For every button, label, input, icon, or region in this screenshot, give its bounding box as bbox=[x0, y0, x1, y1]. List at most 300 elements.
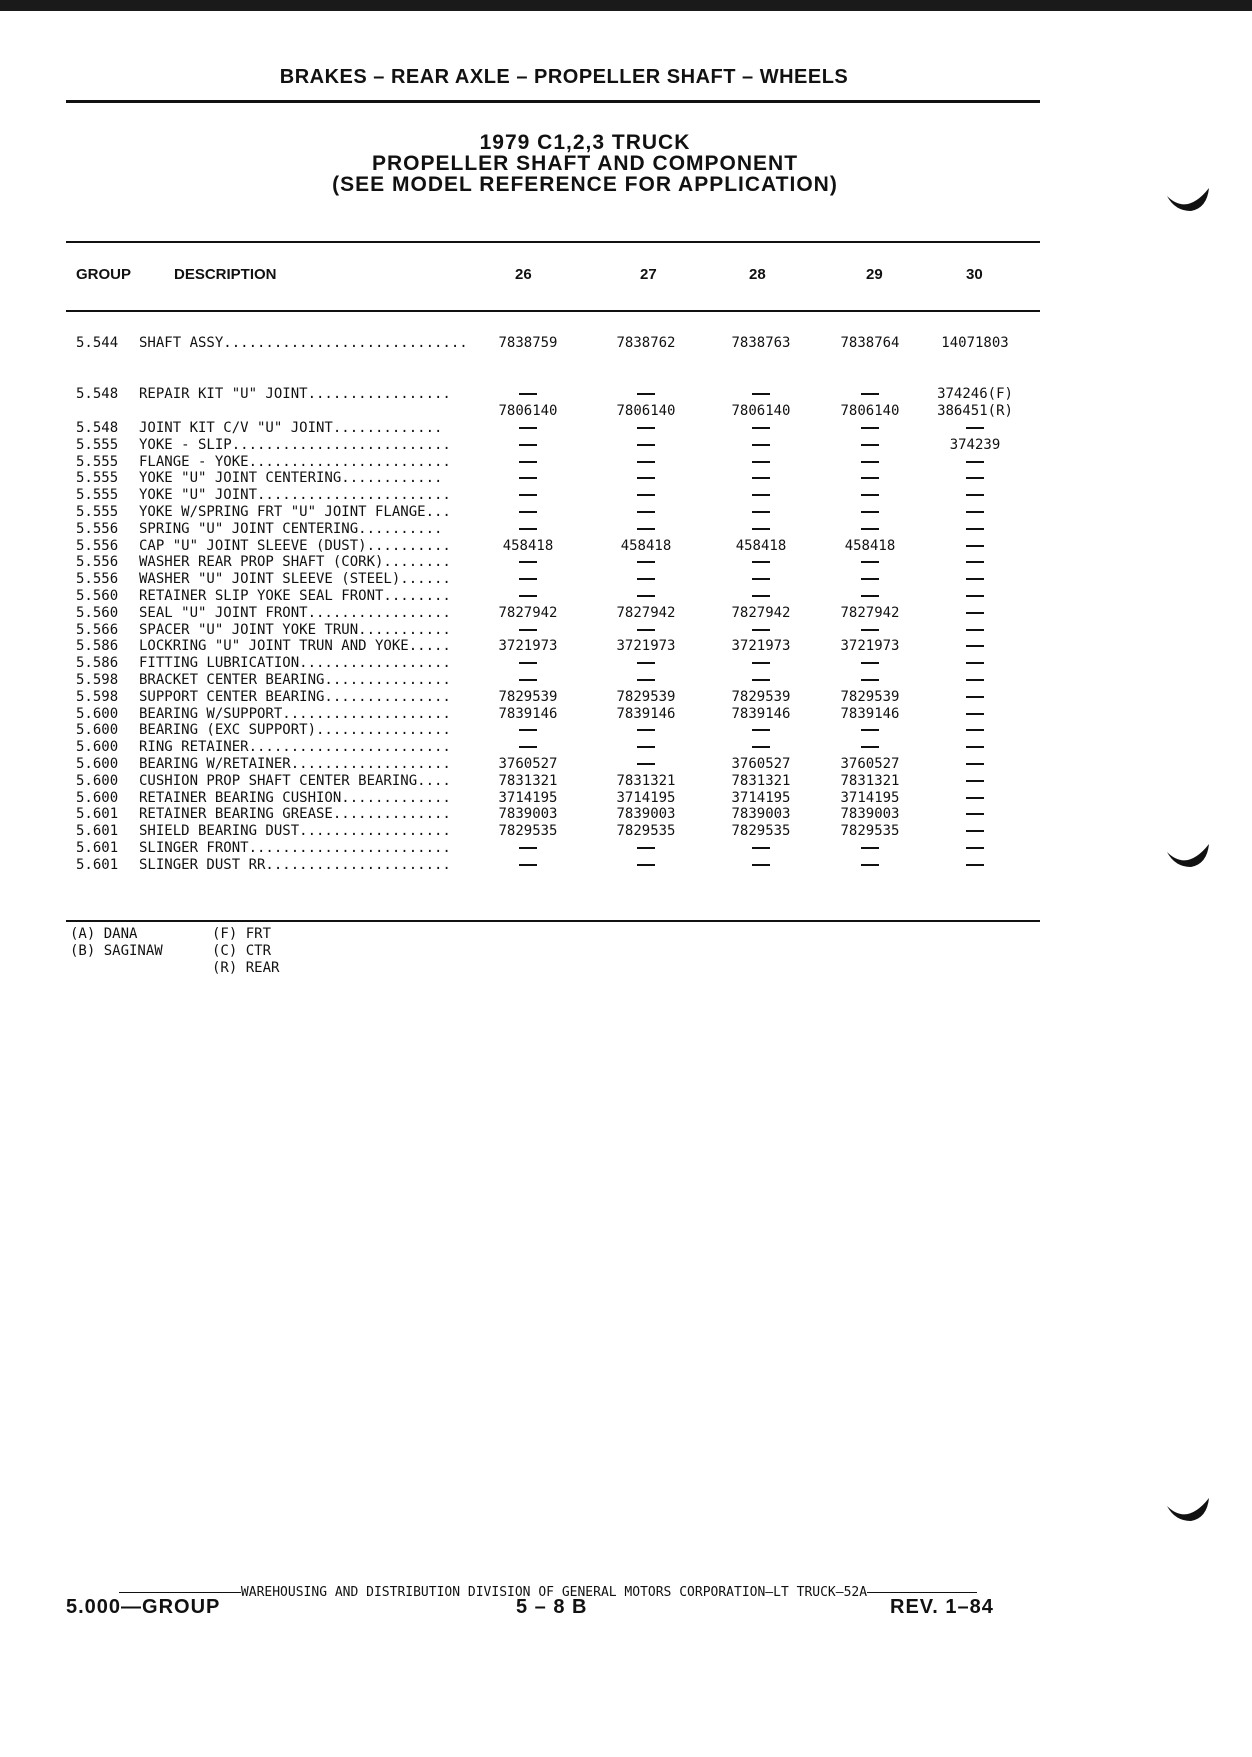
not-applicable-dash bbox=[701, 454, 821, 471]
not-applicable-dash bbox=[810, 437, 930, 454]
not-applicable-dash bbox=[468, 437, 588, 454]
not-applicable-dash bbox=[810, 487, 930, 504]
not-applicable-dash bbox=[586, 521, 706, 538]
dash-mark bbox=[519, 461, 537, 463]
dash-mark bbox=[637, 477, 655, 479]
group-cell: 5.555 bbox=[76, 453, 119, 470]
part-number-cell: 7829535 bbox=[498, 823, 558, 840]
not-applicable-dash bbox=[701, 840, 821, 857]
dash-mark bbox=[637, 578, 655, 580]
col-description-header: DESCRIPTION bbox=[174, 266, 277, 283]
dash-mark bbox=[519, 444, 537, 446]
not-applicable-dash bbox=[915, 504, 1035, 521]
note-frt: (F) FRT bbox=[212, 926, 272, 942]
not-applicable-dash bbox=[701, 487, 821, 504]
description-cell: BEARING W/RETAINER................... bbox=[139, 756, 451, 772]
table-bottom-rule bbox=[66, 920, 1040, 922]
table-row bbox=[0, 521, 1252, 538]
dash-mark bbox=[637, 461, 655, 463]
dash-mark bbox=[752, 629, 770, 631]
not-applicable-dash bbox=[810, 454, 930, 471]
dash-mark bbox=[861, 528, 879, 530]
table-row bbox=[0, 487, 1252, 504]
not-applicable-dash bbox=[468, 722, 588, 739]
group-cell: 5.598 bbox=[76, 672, 119, 688]
dash-mark bbox=[637, 629, 655, 631]
not-applicable-dash bbox=[915, 655, 1035, 672]
part-number-cell: 7829539 bbox=[731, 688, 791, 705]
binder-hole-icon bbox=[1165, 1496, 1211, 1522]
not-applicable-dash bbox=[915, 470, 1035, 487]
not-applicable-dash bbox=[468, 840, 588, 857]
description-cell: SUPPORT CENTER BEARING............... bbox=[139, 688, 451, 705]
dash-mark bbox=[637, 393, 655, 395]
dash-mark bbox=[752, 746, 770, 748]
not-applicable-dash bbox=[810, 722, 930, 739]
not-applicable-dash bbox=[586, 722, 706, 739]
description-cell: YOKE "U" JOINT....................... bbox=[139, 487, 451, 504]
not-applicable-dash bbox=[810, 672, 930, 689]
dash-mark bbox=[637, 595, 655, 597]
not-applicable-dash bbox=[468, 672, 588, 689]
dash-mark bbox=[966, 729, 984, 731]
table-row bbox=[0, 571, 1252, 588]
dash-mark bbox=[966, 629, 984, 631]
part-number-cell: 3714195 bbox=[840, 789, 900, 806]
group-cell: 5.601 bbox=[76, 840, 119, 856]
table-row bbox=[0, 454, 1252, 471]
not-applicable-dash bbox=[586, 487, 706, 504]
dash-mark bbox=[752, 427, 770, 429]
part-number-cell: 3714195 bbox=[498, 789, 558, 806]
description-cell: CUSHION PROP SHAFT CENTER BEARING.... bbox=[139, 772, 451, 789]
part-number-cell: 7838759 bbox=[498, 335, 558, 351]
part-number-cell: 3760527 bbox=[498, 756, 558, 772]
description-cell: YOKE - SLIP.......................... bbox=[139, 436, 451, 453]
not-applicable-dash bbox=[468, 470, 588, 487]
dash-mark bbox=[637, 662, 655, 664]
not-applicable-dash bbox=[701, 386, 821, 403]
not-applicable-dash bbox=[701, 437, 821, 454]
description-cell: LOCKRING "U" JOINT TRUN AND YOKE..... bbox=[139, 638, 451, 655]
dash-mark bbox=[966, 797, 984, 799]
dash-mark bbox=[966, 847, 984, 849]
group-cell: 5.586 bbox=[76, 638, 119, 655]
group-cell: 5.600 bbox=[76, 756, 119, 772]
title-line-2: PROPELLER SHAFT AND COMPONENT bbox=[371, 152, 799, 175]
description-cell: BEARING (EXC SUPPORT)................ bbox=[139, 722, 451, 739]
part-number-cell: 7831321 bbox=[498, 772, 558, 789]
dash-mark bbox=[966, 511, 984, 513]
description-cell: RETAINER SLIP YOKE SEAL FRONT........ bbox=[139, 588, 451, 604]
dash-mark bbox=[966, 746, 984, 748]
dash-mark bbox=[966, 679, 984, 681]
dash-mark bbox=[752, 679, 770, 681]
dash-mark bbox=[519, 847, 537, 849]
dash-mark bbox=[637, 511, 655, 513]
part-number-cell: 7831321 bbox=[616, 772, 676, 789]
group-cell: 5.560 bbox=[76, 604, 119, 621]
part-number-cell: 7838764 bbox=[840, 335, 900, 351]
part-number-cell: 3714195 bbox=[616, 789, 676, 806]
dash-mark bbox=[966, 595, 984, 597]
dash-mark bbox=[966, 545, 984, 547]
not-applicable-dash bbox=[810, 521, 930, 538]
dash-mark bbox=[752, 662, 770, 664]
dash-mark bbox=[966, 713, 984, 715]
not-applicable-dash bbox=[468, 521, 588, 538]
dash-mark bbox=[637, 864, 655, 866]
part-number-cell: 3760527 bbox=[840, 756, 900, 772]
not-applicable-dash bbox=[810, 386, 930, 403]
dash-mark bbox=[519, 528, 537, 530]
dash-mark bbox=[861, 864, 879, 866]
not-applicable-dash bbox=[701, 470, 821, 487]
note-ctr: (C) CTR bbox=[212, 943, 272, 959]
description-cell: REPAIR KIT "U" JOINT................. bbox=[139, 386, 451, 402]
table-row bbox=[0, 420, 1252, 437]
part-number-cell: 458418 bbox=[844, 537, 896, 554]
table-row bbox=[0, 840, 1252, 857]
title-line-1: 1979 C1,2,3 TRUCK bbox=[479, 131, 691, 154]
part-number-cell: 7829535 bbox=[731, 823, 791, 840]
not-applicable-dash bbox=[468, 504, 588, 521]
part-number-cell: 7827942 bbox=[840, 604, 900, 621]
note-rear: (R) REAR bbox=[212, 960, 280, 976]
table-row bbox=[0, 857, 1252, 874]
group-cell: 5.555 bbox=[76, 436, 119, 453]
group-cell: 5.555 bbox=[76, 470, 119, 487]
group-cell: 5.556 bbox=[76, 571, 119, 588]
dash-mark bbox=[861, 427, 879, 429]
not-applicable-dash bbox=[701, 739, 821, 756]
dash-mark bbox=[861, 511, 879, 513]
not-applicable-dash bbox=[810, 655, 930, 672]
dash-mark bbox=[752, 393, 770, 395]
group-cell: 5.555 bbox=[76, 487, 119, 504]
dash-mark bbox=[519, 595, 537, 597]
title-line-3: (SEE MODEL REFERENCE FOR APPLICATION) bbox=[332, 173, 838, 196]
not-applicable-dash bbox=[810, 571, 930, 588]
dash-mark bbox=[966, 578, 984, 580]
not-applicable-dash bbox=[586, 857, 706, 874]
not-applicable-dash bbox=[810, 470, 930, 487]
dash-mark bbox=[861, 561, 879, 563]
group-cell: 5.600 bbox=[76, 722, 119, 739]
not-applicable-dash bbox=[915, 823, 1035, 840]
group-cell: 5.556 bbox=[76, 554, 119, 571]
not-applicable-dash bbox=[915, 605, 1035, 622]
not-applicable-dash bbox=[915, 454, 1035, 471]
part-number-cell: 7827942 bbox=[498, 604, 558, 621]
footer-page-number: 5 – 8 B bbox=[516, 1596, 588, 1618]
part-number-cell: 7829535 bbox=[840, 823, 900, 840]
dash-mark bbox=[861, 578, 879, 580]
dash-mark bbox=[752, 461, 770, 463]
not-applicable-dash bbox=[586, 554, 706, 571]
part-number-cell: 386451(R) bbox=[937, 403, 1013, 419]
dash-mark bbox=[861, 477, 879, 479]
table-row bbox=[0, 722, 1252, 739]
table-row bbox=[0, 538, 1252, 555]
group-cell: 5.548 bbox=[76, 420, 119, 436]
not-applicable-dash bbox=[701, 672, 821, 689]
dash-mark bbox=[637, 679, 655, 681]
part-number-cell: 7838762 bbox=[616, 335, 676, 351]
dash-mark bbox=[519, 494, 537, 496]
group-cell: 5.600 bbox=[76, 772, 119, 789]
dash-mark bbox=[966, 561, 984, 563]
dash-mark bbox=[637, 746, 655, 748]
part-number-cell: 3760527 bbox=[731, 756, 791, 772]
part-number-cell: 7827942 bbox=[731, 604, 791, 621]
header-bottom-rule bbox=[66, 310, 1040, 312]
description-cell: CAP "U" JOINT SLEEVE (DUST).......... bbox=[139, 537, 451, 554]
not-applicable-dash bbox=[915, 773, 1035, 790]
dash-mark bbox=[519, 629, 537, 631]
part-number-cell: 7829539 bbox=[840, 688, 900, 705]
not-applicable-dash bbox=[468, 554, 588, 571]
description-cell: SPRING "U" JOINT CENTERING.......... bbox=[139, 520, 443, 537]
binder-hole-icon bbox=[1165, 186, 1211, 212]
header-rule bbox=[66, 100, 1040, 103]
not-applicable-dash bbox=[915, 420, 1035, 437]
not-applicable-dash bbox=[468, 857, 588, 874]
dash-mark bbox=[519, 578, 537, 580]
not-applicable-dash bbox=[586, 386, 706, 403]
dash-mark bbox=[966, 461, 984, 463]
dash-mark bbox=[966, 427, 984, 429]
not-applicable-dash bbox=[915, 571, 1035, 588]
part-number-cell: 458418 bbox=[620, 537, 672, 554]
part-number-cell: 7839003 bbox=[731, 806, 791, 823]
part-number-cell: 7806140 bbox=[498, 403, 558, 419]
dash-mark bbox=[637, 444, 655, 446]
dash-mark bbox=[752, 528, 770, 530]
dash-mark bbox=[752, 444, 770, 446]
dash-mark bbox=[519, 662, 537, 664]
part-number-cell: 3721973 bbox=[498, 638, 558, 655]
description-cell: BEARING W/SUPPORT.................... bbox=[139, 705, 451, 722]
not-applicable-dash bbox=[586, 739, 706, 756]
scan-top-border bbox=[0, 0, 1252, 11]
description-cell: YOKE "U" JOINT CENTERING............ bbox=[139, 470, 443, 487]
description-cell: BRACKET CENTER BEARING............... bbox=[139, 672, 451, 688]
description-cell: FLANGE - YOKE........................ bbox=[139, 453, 451, 470]
not-applicable-dash bbox=[701, 504, 821, 521]
table-row bbox=[0, 335, 1252, 352]
footer-group: 5.000—GROUP bbox=[66, 1596, 221, 1618]
dash-mark bbox=[966, 763, 984, 765]
col-28-header: 28 bbox=[749, 266, 766, 283]
not-applicable-dash bbox=[915, 840, 1035, 857]
page-title bbox=[0, 132, 1170, 195]
dash-mark bbox=[861, 746, 879, 748]
dash-mark bbox=[966, 696, 984, 698]
group-cell: 5.601 bbox=[76, 806, 119, 823]
not-applicable-dash bbox=[810, 739, 930, 756]
dash-mark bbox=[519, 561, 537, 563]
description-cell: WASHER REAR PROP SHAFT (CORK)........ bbox=[139, 554, 451, 571]
not-applicable-dash bbox=[586, 655, 706, 672]
dash-mark bbox=[966, 813, 984, 815]
table-row bbox=[0, 588, 1252, 605]
not-applicable-dash bbox=[810, 840, 930, 857]
not-applicable-dash bbox=[586, 420, 706, 437]
not-applicable-dash bbox=[915, 638, 1035, 655]
description-cell: SEAL "U" JOINT FRONT................. bbox=[139, 604, 451, 621]
table-row bbox=[0, 739, 1252, 756]
dash-mark bbox=[752, 494, 770, 496]
group-cell: 5.544 bbox=[76, 335, 119, 351]
table-row bbox=[0, 437, 1252, 454]
not-applicable-dash bbox=[915, 706, 1035, 723]
table-row bbox=[0, 689, 1252, 706]
not-applicable-dash bbox=[915, 806, 1035, 823]
dash-mark bbox=[966, 662, 984, 664]
table-row bbox=[0, 756, 1252, 773]
table-row bbox=[0, 672, 1252, 689]
not-applicable-dash bbox=[810, 588, 930, 605]
part-number-cell: 7839146 bbox=[731, 705, 791, 722]
not-applicable-dash bbox=[701, 722, 821, 739]
dash-mark bbox=[752, 864, 770, 866]
binder-hole-icon bbox=[1165, 842, 1211, 868]
not-applicable-dash bbox=[468, 487, 588, 504]
dash-mark bbox=[861, 494, 879, 496]
group-cell: 5.586 bbox=[76, 655, 119, 672]
part-number-cell: 374239 bbox=[949, 436, 1001, 453]
table-row bbox=[0, 470, 1252, 487]
description-cell: SHIELD BEARING DUST.................. bbox=[139, 823, 451, 840]
not-applicable-dash bbox=[915, 857, 1035, 874]
part-number-cell: 3714195 bbox=[731, 789, 791, 806]
not-applicable-dash bbox=[915, 538, 1035, 555]
table-row bbox=[0, 773, 1252, 790]
not-applicable-dash bbox=[468, 739, 588, 756]
not-applicable-dash bbox=[915, 739, 1035, 756]
footer-revision: REV. 1–84 bbox=[890, 1596, 994, 1618]
not-applicable-dash bbox=[701, 420, 821, 437]
description-cell: FITTING LUBRICATION.................. bbox=[139, 655, 451, 672]
description-cell: SHAFT ASSY............................. bbox=[139, 335, 468, 351]
not-applicable-dash bbox=[586, 672, 706, 689]
group-cell: 5.556 bbox=[76, 537, 119, 554]
description-cell: SLINGER FRONT........................ bbox=[139, 840, 451, 856]
table-row bbox=[0, 806, 1252, 823]
part-number-cell: 7806140 bbox=[616, 403, 676, 419]
dash-mark bbox=[966, 780, 984, 782]
not-applicable-dash bbox=[915, 790, 1035, 807]
col-30-header: 30 bbox=[966, 266, 983, 283]
dash-mark bbox=[752, 729, 770, 731]
not-applicable-dash bbox=[915, 622, 1035, 639]
not-applicable-dash bbox=[468, 571, 588, 588]
dash-mark bbox=[519, 746, 537, 748]
dash-mark bbox=[966, 645, 984, 647]
not-applicable-dash bbox=[586, 840, 706, 857]
col-26-header: 26 bbox=[515, 266, 532, 283]
not-applicable-dash bbox=[810, 420, 930, 437]
dash-mark bbox=[861, 729, 879, 731]
dash-mark bbox=[752, 847, 770, 849]
dash-mark bbox=[861, 595, 879, 597]
dash-mark bbox=[752, 578, 770, 580]
not-applicable-dash bbox=[586, 622, 706, 639]
group-cell: 5.601 bbox=[76, 856, 119, 873]
group-cell: 5.555 bbox=[76, 504, 119, 520]
part-number-cell: 458418 bbox=[502, 537, 554, 554]
group-cell: 5.556 bbox=[76, 520, 119, 537]
section-header: BRAKES – REAR AXLE – PROPELLER SHAFT – WHEELS bbox=[279, 66, 849, 88]
not-applicable-dash bbox=[468, 622, 588, 639]
not-applicable-dash bbox=[468, 420, 588, 437]
note-saginaw: (B) SAGINAW bbox=[70, 943, 163, 959]
dash-mark bbox=[966, 612, 984, 614]
note-dana: (A) DANA bbox=[70, 926, 138, 942]
not-applicable-dash bbox=[701, 857, 821, 874]
table-row bbox=[0, 823, 1252, 840]
not-applicable-dash bbox=[701, 521, 821, 538]
not-applicable-dash bbox=[586, 588, 706, 605]
dash-mark bbox=[861, 393, 879, 395]
table-row bbox=[0, 386, 1252, 403]
dash-mark bbox=[861, 662, 879, 664]
dash-mark bbox=[861, 679, 879, 681]
not-applicable-dash bbox=[915, 689, 1035, 706]
not-applicable-dash bbox=[586, 454, 706, 471]
group-cell: 5.560 bbox=[76, 588, 119, 604]
dash-mark bbox=[966, 864, 984, 866]
description-cell: SPACER "U" JOINT YOKE TRUN........... bbox=[139, 621, 451, 638]
not-applicable-dash bbox=[915, 756, 1035, 773]
dash-mark bbox=[637, 561, 655, 563]
part-number-cell: 7839003 bbox=[616, 806, 676, 823]
part-number-cell: 7839003 bbox=[498, 806, 558, 823]
part-number-cell: 7839146 bbox=[616, 705, 676, 722]
part-number-cell: 7827942 bbox=[616, 604, 676, 621]
not-applicable-dash bbox=[915, 672, 1035, 689]
description-cell: WASHER "U" JOINT SLEEVE (STEEL)...... bbox=[139, 571, 451, 588]
not-applicable-dash bbox=[586, 437, 706, 454]
not-applicable-dash bbox=[586, 470, 706, 487]
description-cell: RING RETAINER........................ bbox=[139, 739, 451, 756]
dash-mark bbox=[519, 729, 537, 731]
part-number-cell: 7806140 bbox=[731, 403, 791, 419]
footer-division-text: WAREHOUSING AND DISTRIBUTION DIVISION OF GENERAL MOTORS CORPORATION—LT TRUCK—52A bbox=[240, 1585, 868, 1600]
dash-mark bbox=[637, 847, 655, 849]
not-applicable-dash bbox=[915, 722, 1035, 739]
description-cell: RETAINER BEARING CUSHION............. bbox=[139, 789, 451, 806]
table-row bbox=[0, 403, 1252, 420]
dash-mark bbox=[637, 427, 655, 429]
dash-mark bbox=[752, 595, 770, 597]
dash-mark bbox=[519, 679, 537, 681]
dash-mark bbox=[637, 729, 655, 731]
dash-mark bbox=[966, 528, 984, 530]
part-number-cell: 3721973 bbox=[840, 638, 900, 655]
part-number-cell: 7838763 bbox=[731, 335, 791, 351]
part-number-cell: 7839003 bbox=[840, 806, 900, 823]
dash-mark bbox=[519, 477, 537, 479]
table-top-rule bbox=[66, 241, 1040, 243]
description-cell: YOKE W/SPRING FRT "U" JOINT FLANGE... bbox=[139, 504, 451, 520]
not-applicable-dash bbox=[915, 487, 1035, 504]
dash-mark bbox=[637, 494, 655, 496]
description-cell: RETAINER BEARING GREASE.............. bbox=[139, 806, 451, 823]
table-row bbox=[0, 622, 1252, 639]
dash-mark bbox=[966, 477, 984, 479]
